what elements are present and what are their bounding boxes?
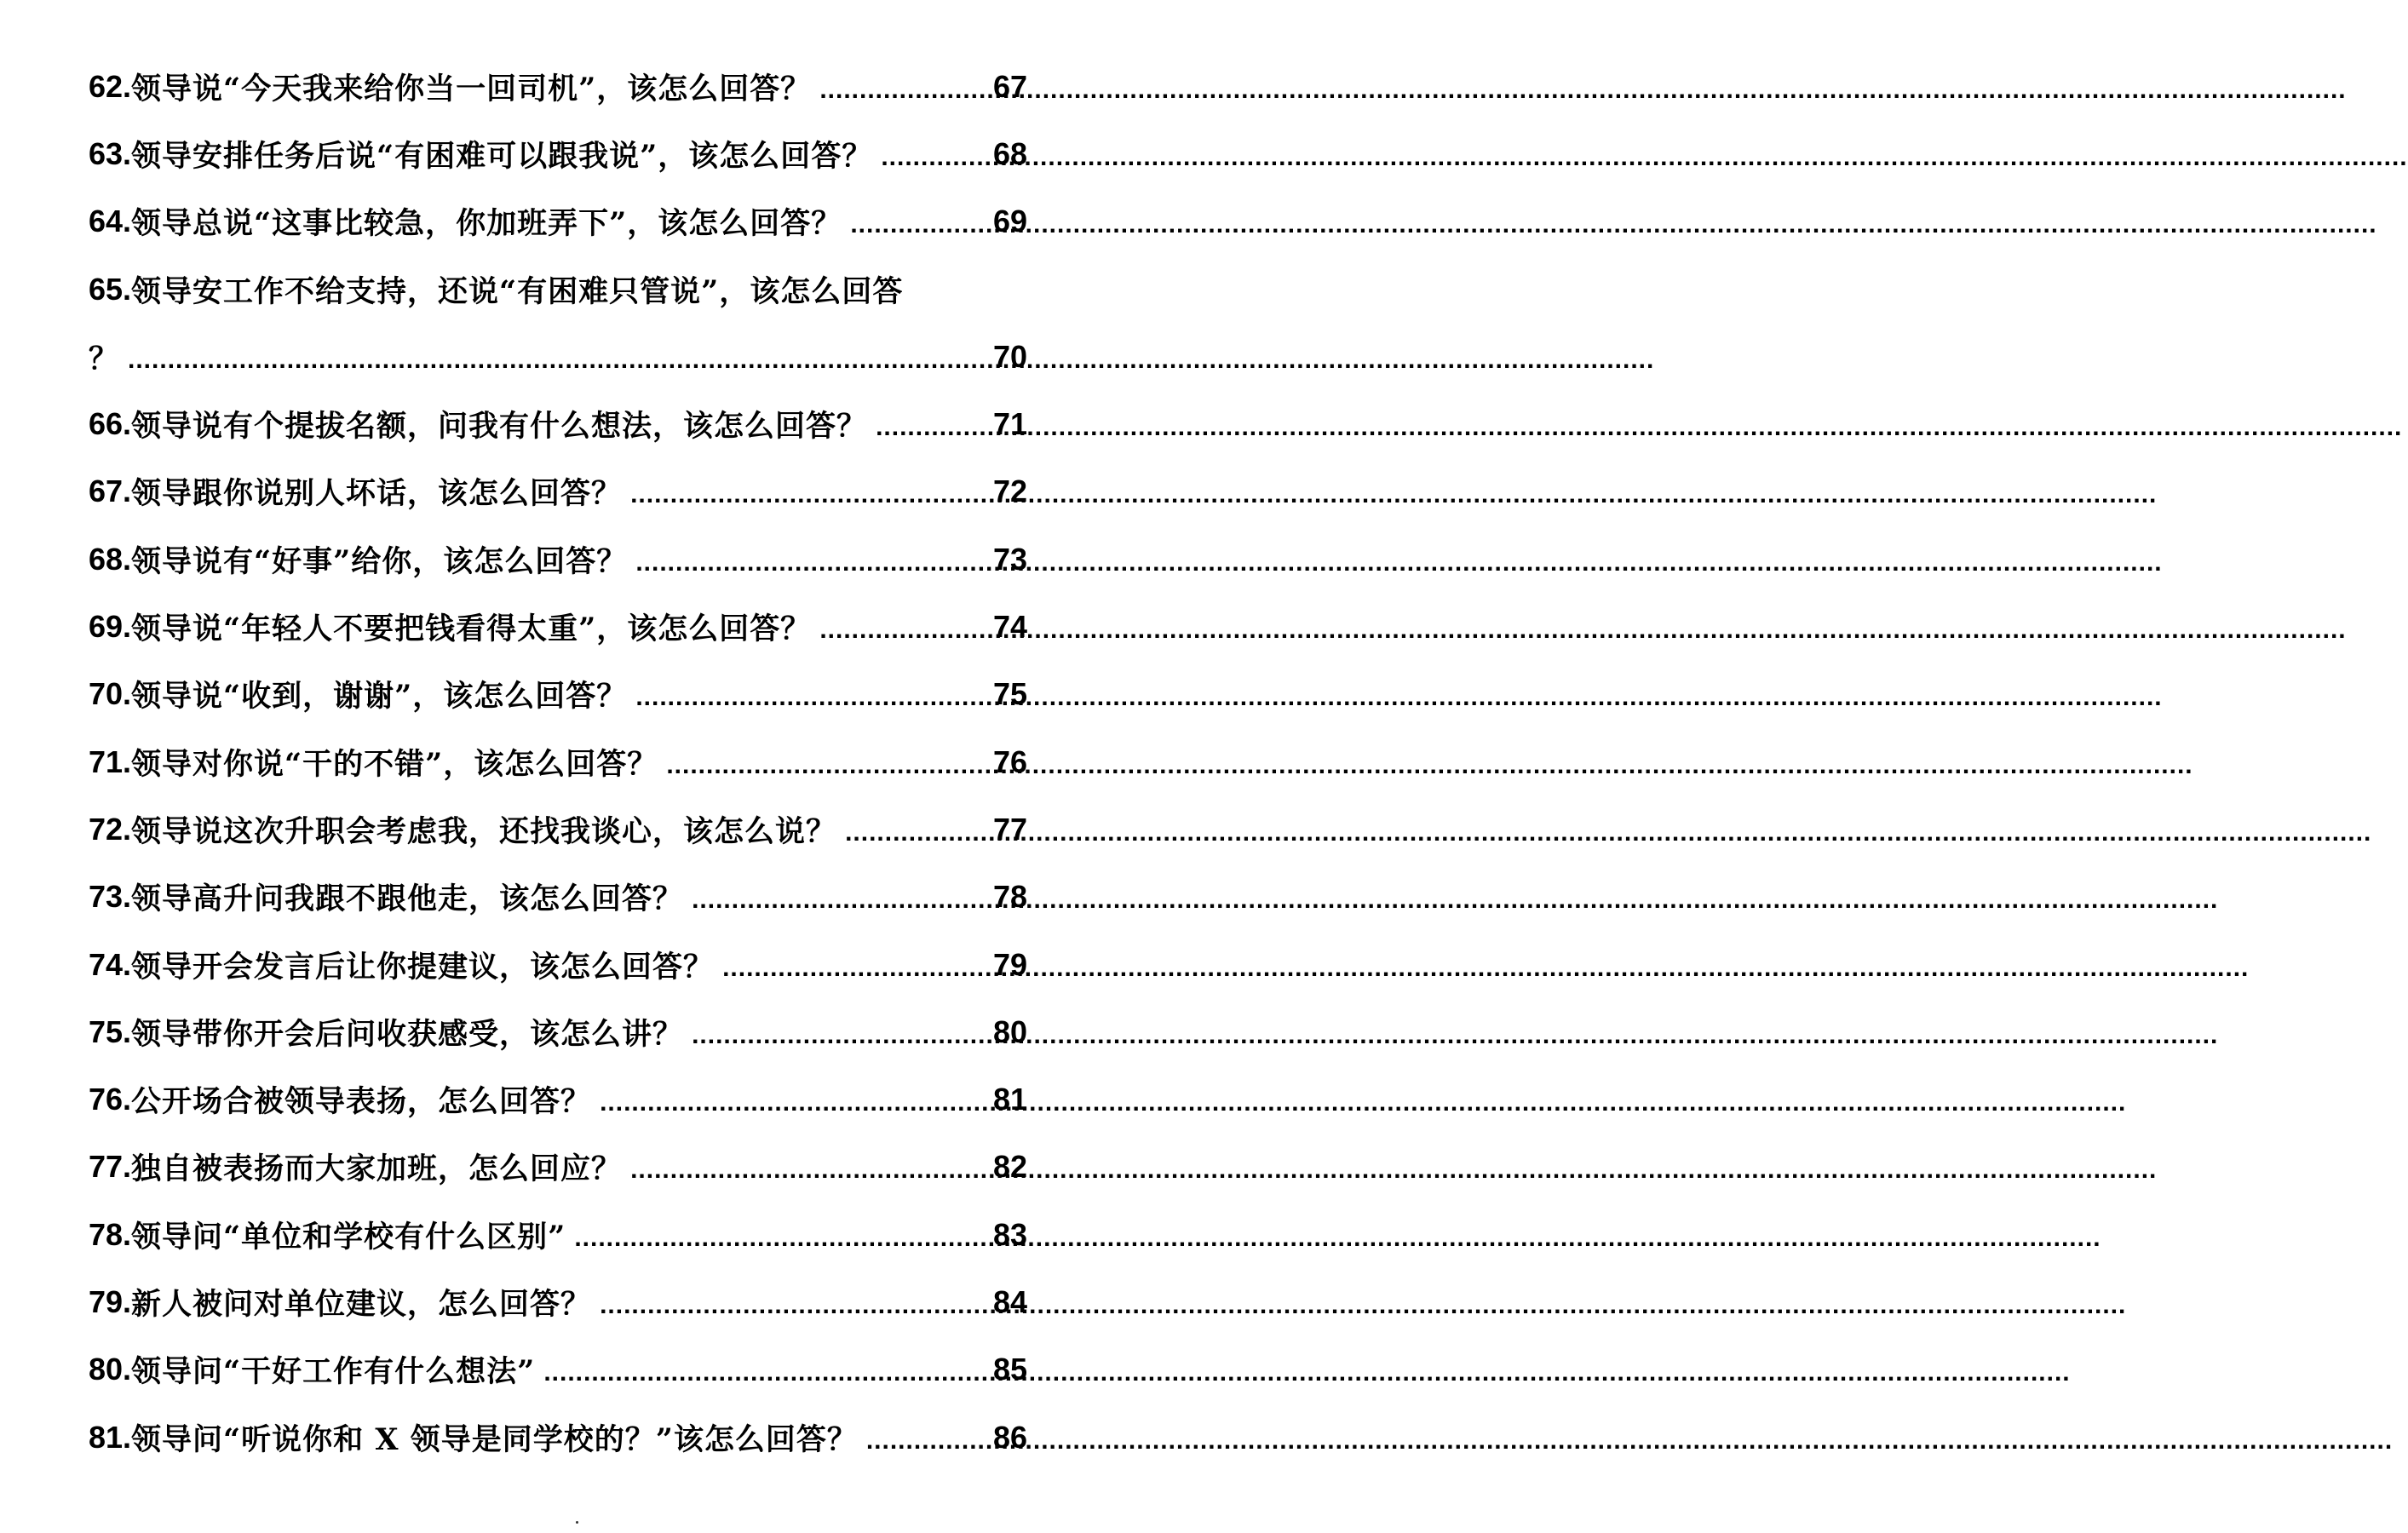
entry-number: 81. <box>89 1419 132 1455</box>
entry-title: 领导问“单位和学校有什么区别” <box>131 1219 566 1255</box>
dot-leader <box>128 346 990 375</box>
dot-leader <box>666 751 990 780</box>
entry-title: 领导高升问我跟不跟他走，该怎么回答？ <box>131 881 684 917</box>
entry-number: 73. <box>89 879 132 915</box>
entry-number: 80. <box>89 1352 132 1387</box>
entry-title: 领导带你开会后问收获感受，该怎么讲？ <box>131 1016 684 1052</box>
entry-number: 75. <box>89 1013 132 1049</box>
entry-title-continuation: ？ <box>89 341 120 376</box>
dot-leader <box>722 954 990 983</box>
entry-title: 领导说“收到，谢谢”，该怎么回答？ <box>131 679 628 715</box>
entry-title: 领导总说“这事比较急，你加班弄下”，该怎么回答？ <box>131 206 842 242</box>
entry-page: 71 <box>992 406 1027 442</box>
toc-entry-71[interactable] <box>89 728 1027 795</box>
toc-entry-80[interactable] <box>89 1336 1027 1404</box>
entry-page: 79 <box>992 946 1027 982</box>
toc-entry-78[interactable] <box>89 1201 1027 1268</box>
toc-entry-72[interactable] <box>89 795 1027 863</box>
entry-page: 75 <box>992 676 1027 712</box>
page-footer-mark <box>576 1521 578 1524</box>
entry-title: 领导说“年轻人不要把钱看得太重”，该怎么回答？ <box>131 611 812 647</box>
entry-number: 79. <box>89 1283 132 1319</box>
dot-leader <box>630 480 990 509</box>
entry-number: 65. <box>89 271 132 307</box>
table-of-contents <box>89 53 1027 1471</box>
dot-leader <box>630 1156 990 1185</box>
entry-page: 80 <box>992 1013 1027 1049</box>
entry-title: 领导说有“好事”给你，该怎么回答？ <box>131 543 628 579</box>
entry-page: 72 <box>992 474 1027 509</box>
toc-entry-79[interactable] <box>89 1268 1027 1335</box>
entry-number: 67. <box>89 474 132 509</box>
entry-title: 公开场合被领导表扬，怎么回答？ <box>131 1084 592 1120</box>
entry-title: 领导说有个提拔名额，问我有什么想法，该怎么回答？ <box>131 409 868 445</box>
toc-entry-76[interactable] <box>89 1065 1027 1133</box>
entry-page: 70 <box>992 338 1027 374</box>
entry-page: 67 <box>992 68 1027 104</box>
entry-number: 78. <box>89 1216 132 1252</box>
dot-leader <box>845 818 990 847</box>
toc-entry-74[interactable] <box>89 931 1027 998</box>
toc-entry-81[interactable] <box>89 1404 1027 1471</box>
toc-entry-63[interactable] <box>89 120 1027 187</box>
dot-leader <box>866 1427 990 1455</box>
entry-number: 70. <box>89 676 132 712</box>
entry-title: 领导说“今天我来给你当一回司机”，该怎么回答？ <box>131 71 812 106</box>
entry-page: 84 <box>992 1283 1027 1319</box>
dot-leader <box>692 1021 990 1050</box>
entry-number: 66. <box>89 406 132 442</box>
entry-title: 领导安排任务后说“有困难可以跟我说”，该怎么回答？ <box>131 138 873 174</box>
dot-leader <box>876 413 990 442</box>
dot-leader <box>574 1224 990 1253</box>
entry-page: 81 <box>992 1082 1027 1117</box>
toc-entry-68[interactable] <box>89 525 1027 593</box>
entry-title: 领导对你说“干的不错”，该怎么回答？ <box>131 746 658 782</box>
entry-page: 77 <box>992 811 1027 847</box>
entry-number: 77. <box>89 1149 132 1185</box>
dot-leader <box>600 1088 990 1117</box>
entry-page: 68 <box>992 135 1027 171</box>
entry-title: 领导问“干好工作有什么想法” <box>131 1354 536 1390</box>
entry-page: 69 <box>992 204 1027 239</box>
entry-title: 领导跟你说别人坏话，该怎么回答？ <box>131 476 623 512</box>
entry-number: 72. <box>89 811 132 847</box>
entry-number: 76. <box>89 1082 132 1117</box>
dot-leader <box>635 548 990 577</box>
entry-number: 74. <box>89 946 132 982</box>
toc-entry-77[interactable] <box>89 1134 1027 1201</box>
entry-page: 86 <box>992 1419 1027 1455</box>
entry-title: 独自被表扬而大家加班，怎么回应？ <box>131 1151 623 1187</box>
entry-page: 78 <box>992 879 1027 915</box>
entry-page: 74 <box>992 609 1027 645</box>
toc-entry-66[interactable] <box>89 390 1027 457</box>
entry-title: 领导安工作不给支持，还说“有困难只管说”，该怎么回答 <box>131 273 904 309</box>
entry-number: 69. <box>89 609 132 645</box>
entry-title: 新人被问对单位建议，怎么回答？ <box>131 1286 592 1322</box>
entry-title: 领导问“听说你和 X 领导是同学校的？”该怎么回答？ <box>131 1421 858 1457</box>
entry-number: 62. <box>89 68 132 104</box>
dot-leader <box>819 616 990 645</box>
dot-leader <box>692 886 990 915</box>
entry-page: 82 <box>992 1149 1027 1185</box>
toc-entry-64[interactable] <box>89 188 1027 256</box>
toc-entry-69[interactable] <box>89 593 1027 660</box>
entry-title: 领导说这次升职会考虑我，还找我谈心，该怎么说？ <box>131 813 837 849</box>
entry-page: 85 <box>992 1352 1027 1387</box>
entry-page: 73 <box>992 541 1027 577</box>
toc-entry-62[interactable] <box>89 53 1027 120</box>
toc-entry-73[interactable] <box>89 864 1027 931</box>
toc-entry-70[interactable] <box>89 661 1027 728</box>
entry-number: 68. <box>89 541 132 577</box>
dot-leader <box>850 210 990 239</box>
toc-entry-75[interactable] <box>89 998 1027 1065</box>
dot-leader <box>635 683 990 712</box>
entry-number: 71. <box>89 744 132 779</box>
entry-title: 领导开会发言后让你提建议，该怎么回答？ <box>131 949 715 985</box>
toc-entry-67[interactable] <box>89 458 1027 525</box>
dot-leader <box>819 76 990 105</box>
toc-entry-65-continuation[interactable] <box>89 323 1027 390</box>
entry-number: 64. <box>89 204 132 239</box>
entry-number: 63. <box>89 135 132 171</box>
entry-page: 83 <box>992 1216 1027 1252</box>
dot-leader <box>881 143 990 172</box>
dot-leader <box>543 1358 990 1387</box>
dot-leader <box>600 1291 990 1320</box>
toc-entry-65[interactable] <box>89 256 1027 323</box>
entry-page: 76 <box>992 744 1027 779</box>
